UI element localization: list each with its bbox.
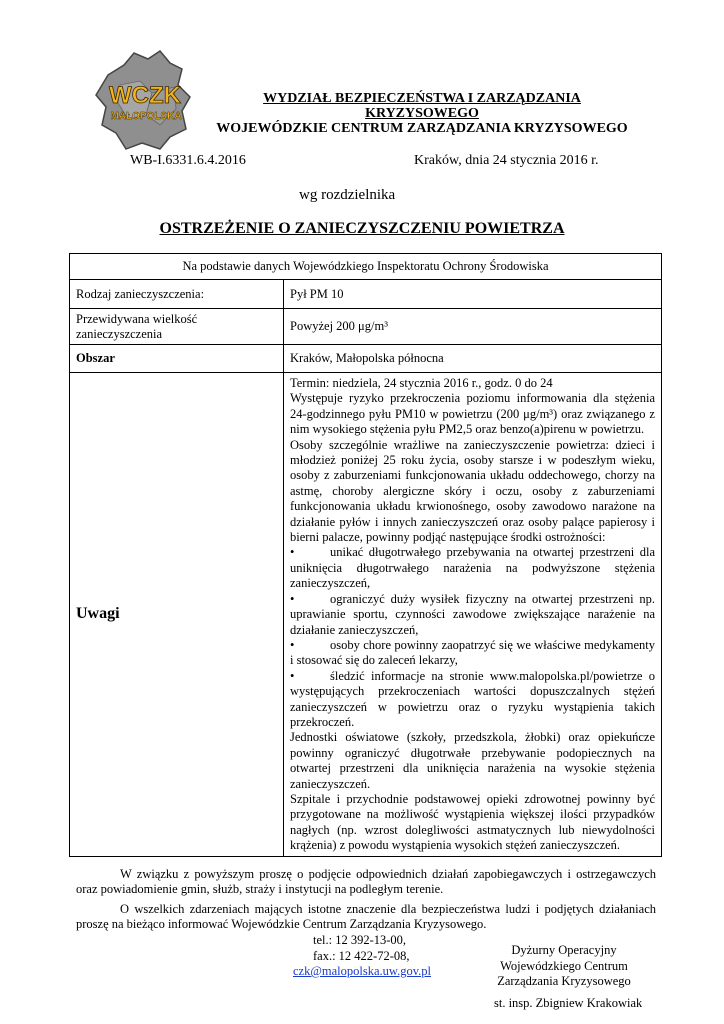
notes-cell (284, 373, 662, 857)
bullet-icon: • (290, 637, 295, 652)
notes-bullet (290, 592, 655, 638)
notes-paragraph: Występuje ryzyko przekroczenia poziomu informowania dla stężenia 24-godzinnego pyłu PM10 w powietrzu (200 μg/m³) oraz związanego z nim wysokiego stężenia pyłu PM2,5 oraz benzo(a)pirenu w powietrzu. (290, 391, 655, 437)
signature: st. insp. Zbigniew Krakowiak (494, 996, 643, 1010)
notes-paragraph: Szpitale i przychodnie podstawowej opieki zdrowotnej powinny być przygotowane na możliwość wystąpienia większej ilości przypadków nagłych (np. wzrost dolegliwości astmatycznych lub niewydolności krążenia) z powodu wystąpienia wysokich stężeń zanieczyszczeń. (290, 791, 655, 853)
center-name: WOJEWÓDZKIE CENTRUM ZARZĄDZANIA KRYZYSOWEGO (216, 121, 628, 136)
table-row (70, 373, 662, 857)
table-row (70, 254, 662, 280)
source-cell: Na podstawie danych Wojewódzkiego Inspektoratu Ochrony Środowiska (70, 254, 662, 280)
institution-header (205, 91, 639, 136)
table-row (70, 345, 662, 373)
duty-officer-block (494, 943, 634, 990)
bullet-text: unikać długotrwałego przebywania na otwartej przestrzeni dla uniknięcia długotrwałego narażenia na podwyższone stężenia zanieczyszczeń, (290, 545, 655, 591)
bullet-icon: • (290, 591, 295, 606)
table-row (70, 280, 662, 309)
warning-table (69, 253, 662, 857)
footer-text: W związku z powyższym proszę o podjęcie odpowiednich działań zapobiegawczych i ostrzegawczych oraz powiadomienie gmin, służb, straży i instytucji na podległym terenie. (76, 867, 656, 896)
row-value: Powyżej 200 μg/m³ (284, 309, 662, 345)
notes-label: Uwagi (70, 373, 284, 857)
bullet-text: ograniczyć duży wysiłek fizyczny na otwartej przestrzeni np. uprawianie sportu, czynności zawodowe zwiększające narażenie na działanie zanieczyszczeń, (290, 591, 655, 637)
row-label: Przewidywana wielkość zanieczyszczenia (70, 309, 284, 345)
wczk-logo (90, 45, 200, 155)
logo-title: WCZK (109, 82, 181, 109)
bullet-text: śledzić informacje na stronie www.malopolska.pl/powietrze o występujących przekroczeniach wartości dopuszczalnych stężeń zanieczyszczeń w powietrzu oraz o ryzyku wystąpienia takich przekroczeń. (290, 668, 655, 729)
footer-text: O wszelkich zdarzeniach mających istotne znaczenie dla bezpieczeństwa ludzi i podjętych działaniach proszę na bieżąco informować Wojewódzkie Centrum Zarządzania Kryzysowego. (76, 902, 656, 931)
malopolska-map-icon (90, 45, 200, 155)
distribution-note: wg rozdzielnika (299, 187, 396, 203)
row-value: Pył PM 10 (284, 280, 662, 309)
phone-number: tel.: 12 392-13-00, (313, 933, 407, 947)
document-date: Kraków, dnia 24 stycznia 2016 r. (414, 153, 599, 168)
email-link[interactable]: czk@malopolska.uw.gov.pl (293, 964, 431, 978)
bullet-icon: • (290, 545, 295, 560)
department-name: WYDZIAŁ BEZPIECZEŃSTWA I ZARZĄDZANIA KRYZYSOWEGO (263, 91, 581, 121)
logo-subtitle: MAŁOPOLSKA (110, 111, 182, 122)
duty-line: Zarządzania Kryzysowego (497, 974, 631, 988)
row-label: Obszar (70, 345, 284, 373)
duty-line: Dyżurny Operacyjny (511, 943, 617, 957)
notes-bullet (290, 545, 655, 591)
row-label: Rodzaj zanieczyszczenia: (70, 280, 284, 309)
footer-paragraph (76, 902, 656, 932)
notes-paragraph: Jednostki oświatowe (szkoły, przedszkola, żłobki) oraz opiekuńcze powinny ograniczyć długotrwałe przebywanie podopiecznych na otwartej przestrzeni dla uniknięcia narażenia na wysokie stężenia zanieczyszczeń. (290, 730, 655, 791)
notes-bullet (290, 669, 655, 731)
row-value: Kraków, Małopolska północna (284, 345, 662, 373)
bullet-text: osoby chore powinny zaopatrzyć się we właściwe medykamenty i stosować się do zaleceń lekarzy, (290, 637, 655, 668)
bullet-icon: • (290, 668, 295, 683)
contact-block (293, 933, 431, 980)
reference-number: WB-I.6331.6.4.2016 (130, 153, 246, 168)
notes-term: Termin: niedziela, 24 stycznia 2016 r., godz. 0 do 24 (290, 376, 553, 390)
notes-paragraph: Osoby szczególnie wrażliwe na zanieczyszczenie powietrza: dzieci i młodzież poniżej 25 roku życia, osoby starsze i w podeszłym wieku, osoby z zaburzeniami funkcjonowania układu oddechowego, chorzy na astmę, choroby alergiczne skóry i oczu, osoby z zaburzeniami funkcjonowania układu krwionośnego, osoby zawodowo narażone na działanie pyłów i innych zanieczyszczeń oraz osoby palące papierosy i bierni palacze, powinny podjąć następujące środki ostrożności: (290, 437, 655, 545)
notes-bullet (290, 638, 655, 669)
footer-paragraph (76, 867, 656, 897)
fax-number: fax.: 12 422-72-08, (313, 948, 410, 963)
document-title: OSTRZEŻENIE O ZANIECZYSZCZENIU POWIETRZA (159, 220, 565, 237)
table-row (70, 309, 662, 345)
duty-line: Wojewódzkiego Centrum (500, 958, 628, 973)
